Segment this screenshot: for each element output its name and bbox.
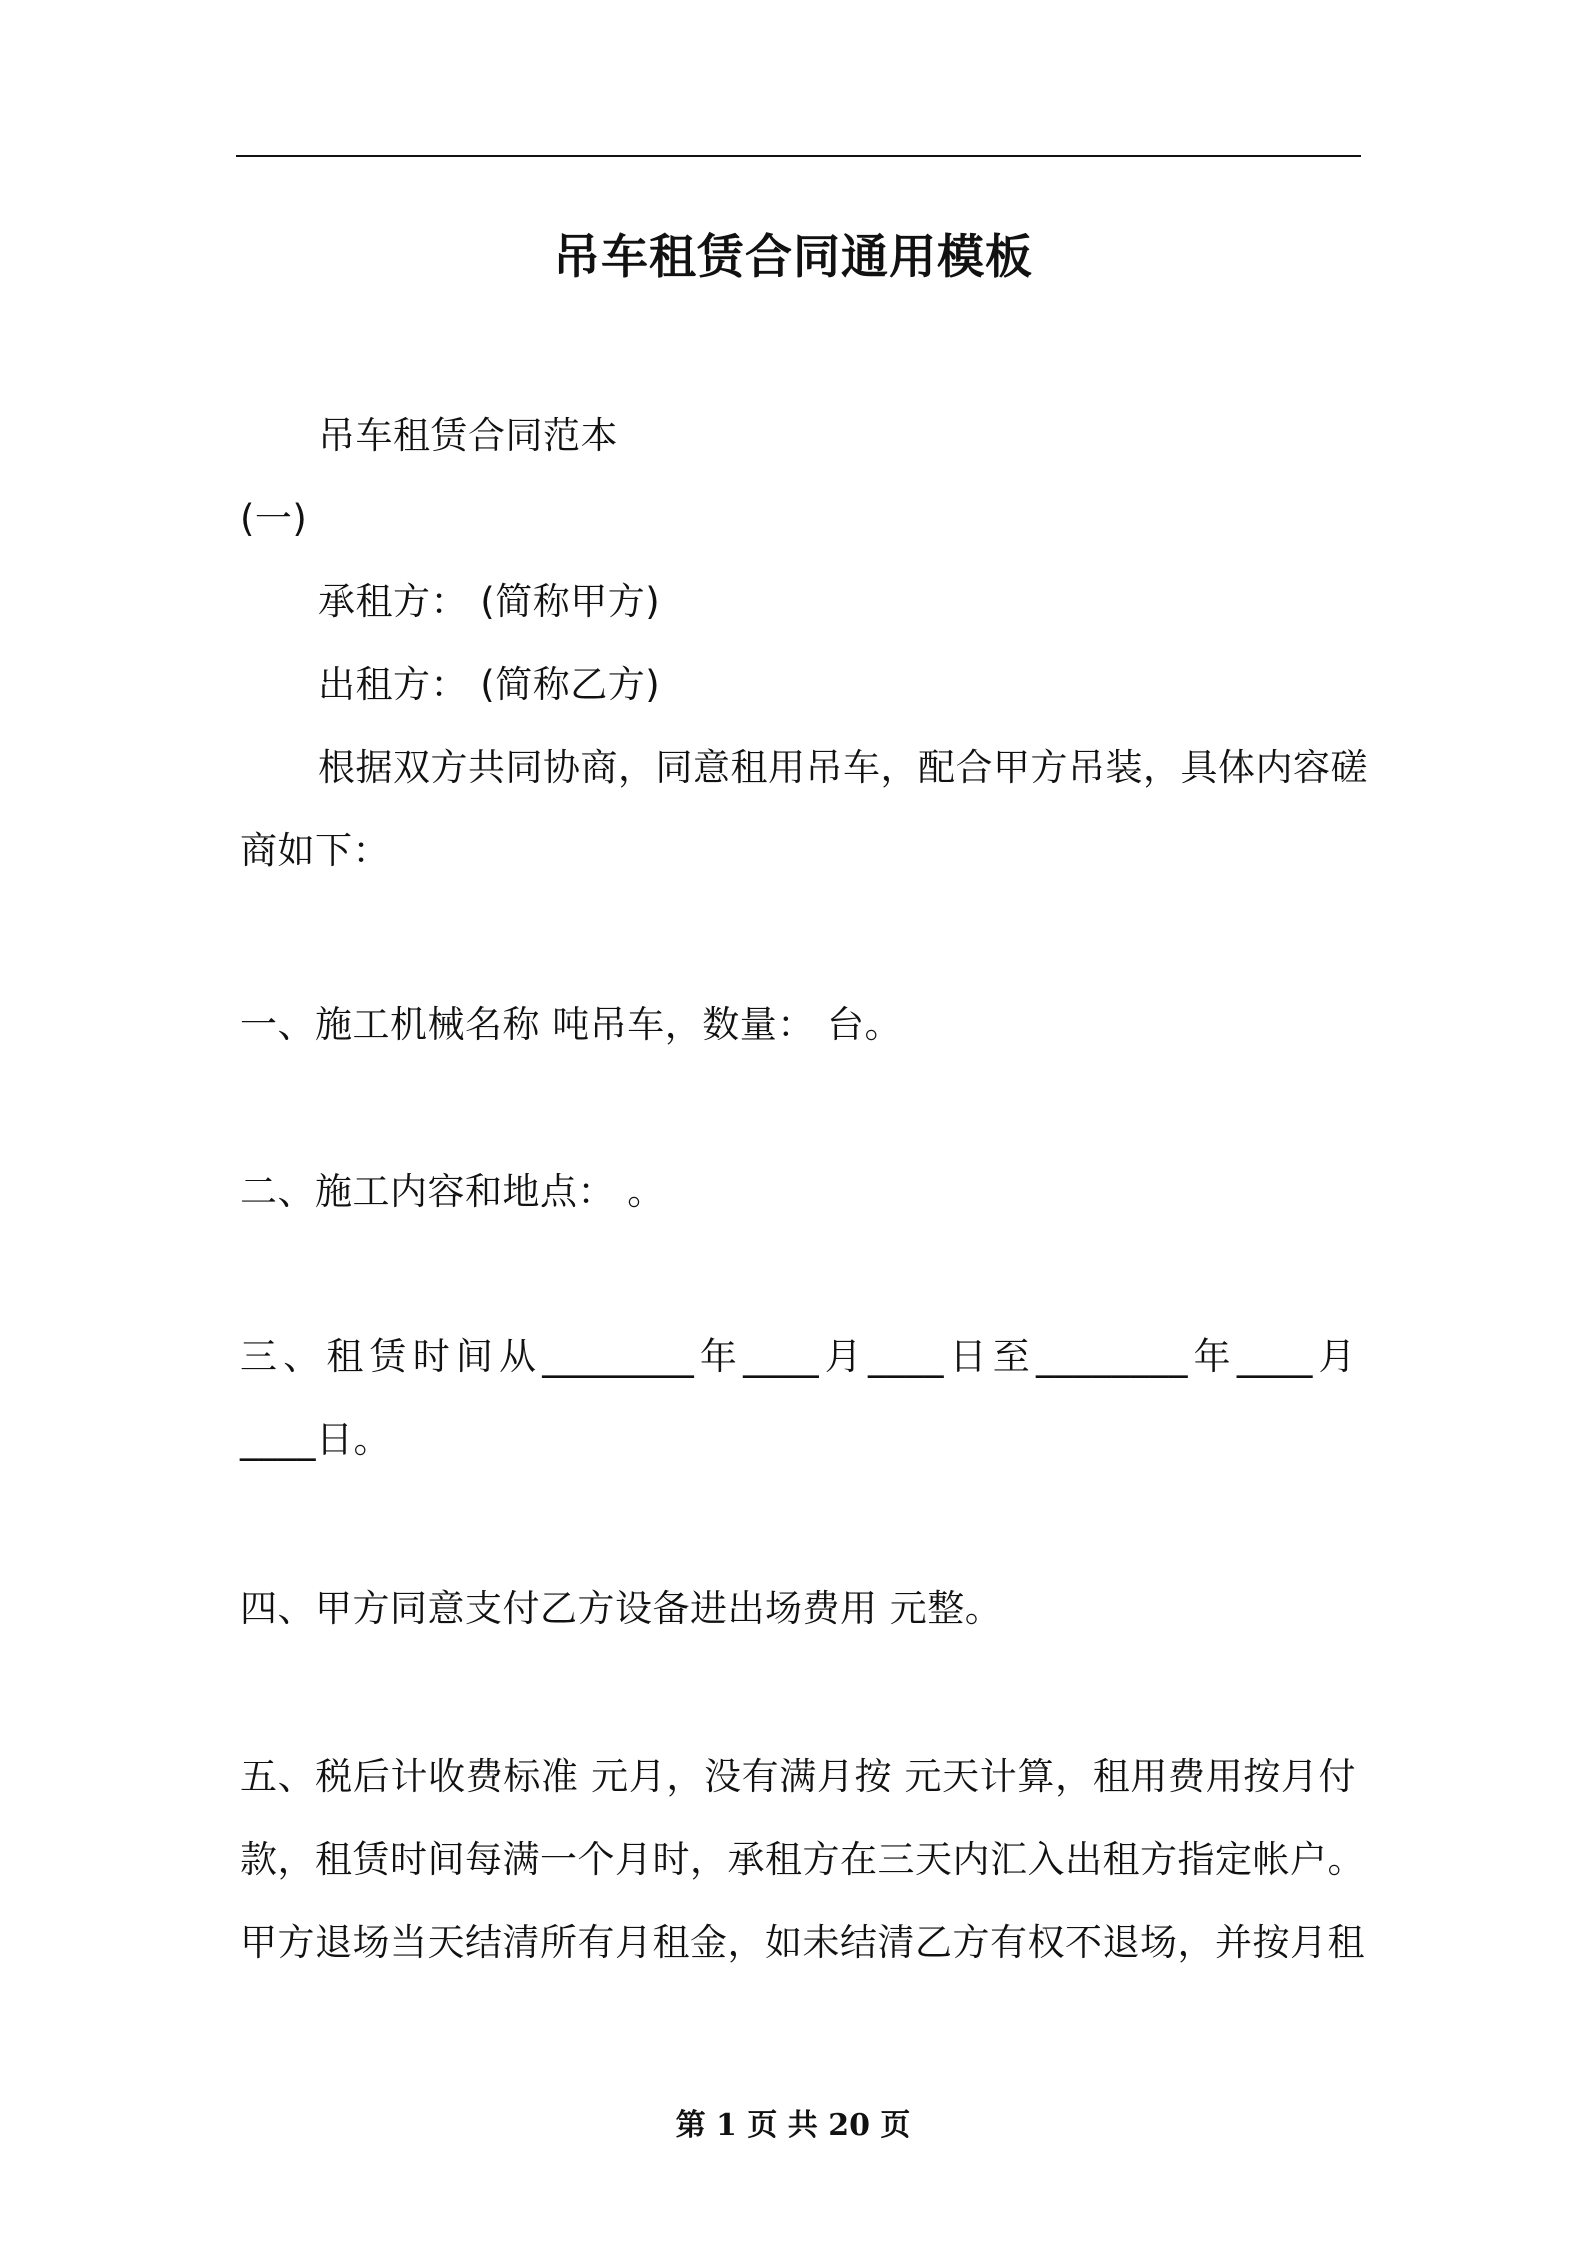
clause-3-line-2: ____日。 — [240, 1418, 391, 1461]
header-rule — [236, 155, 1361, 157]
clause-4: 四、甲方同意支付乙方设备进出场费用 元整。 — [240, 1587, 1003, 1630]
intro-paragraph-line-2: 商如下： — [240, 829, 390, 872]
clause-5-line-1: 五、税后计收费标准 元月，没有满月按 元天计算，租用费用按月付 — [240, 1755, 1356, 1798]
document-title: 吊车租赁合同通用模板 — [553, 230, 1033, 285]
lessor-line: 出租方： (简称乙方) — [318, 663, 661, 706]
section-marker: (一) — [240, 497, 308, 540]
intro-paragraph-line-1: 根据双方共同协商，同意租用吊车，配合甲方吊装，具体内容磋 — [318, 746, 1368, 789]
clause-2: 二、施工内容和地点： 。 — [240, 1170, 665, 1213]
clause-1: 一、施工机械名称 吨吊车，数量： 台。 — [240, 1003, 903, 1046]
page-indicator: 第 1 页 共 20 页 — [675, 2108, 911, 2143]
document-subtitle: 吊车租赁合同范本 — [318, 414, 618, 457]
lessee-line: 承租方： (简称甲方) — [318, 580, 661, 623]
clause-5-line-2: 款，租赁时间每满一个月时，承租方在三天内汇入出租方指定帐户。 — [240, 1838, 1365, 1881]
clause-5-line-3: 甲方退场当天结清所有月租金，如未结清乙方有权不退场，并按月租 — [240, 1921, 1365, 1964]
clause-3-line-1: 三、租赁时间从________年____月____日至________年____月 — [240, 1335, 1356, 1378]
